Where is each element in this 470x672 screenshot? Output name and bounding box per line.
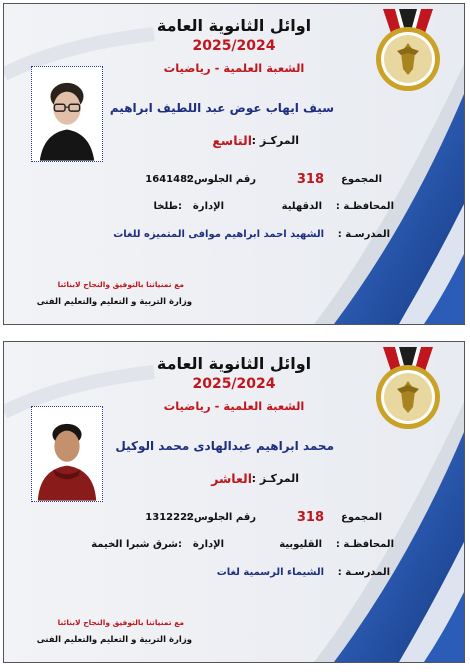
egypt-eagle-emblem-icon: [369, 347, 447, 435]
governorate-value: الدقهلية: [281, 201, 322, 212]
ministry-text: وزارة التربية و التعليم والتعليم الفنى: [36, 297, 192, 307]
branch-label: الشعبة العلمية - رياضيات: [163, 399, 305, 413]
seat-number-label: رقم الجلوس :: [186, 174, 256, 185]
card-title: اوائل الثانوية العامة: [156, 354, 312, 373]
total-label: المجموع: [341, 174, 382, 185]
wish-text: مع تمنياتنا بالتوفيق والنجاح لابنائنا: [57, 280, 184, 289]
rank-label: المركـز :: [251, 472, 299, 485]
total-value: 318: [296, 510, 324, 525]
egypt-eagle-emblem-icon: [369, 9, 447, 97]
seat-number-value: 1312222: [145, 512, 194, 523]
student-photo: [31, 406, 103, 502]
academic-year: 2025/2024: [192, 376, 276, 392]
student-name: محمد ابراهيم عبدالهادى محمد الوكيل: [115, 439, 334, 453]
student-name: سيف ايهاب عوض عبد اللطيف ابراهيم: [109, 101, 334, 115]
rank-label: المركـز :: [251, 134, 299, 147]
certificate-card: [3, 3, 465, 325]
wish-text: مع تمنياتنا بالتوفيق والنجاح لابنائنا: [57, 618, 184, 627]
student-photo: [31, 66, 103, 162]
seat-number-value: 1641482: [145, 174, 194, 185]
administration-label: الإدارة: [192, 539, 224, 550]
governorate-label: المحافظـة :: [335, 539, 394, 550]
governorate-label: المحافظـة :: [335, 201, 394, 212]
school-value: الشهيد احمد ابراهيم موافى المتميزه للغات: [113, 229, 324, 240]
seat-number-label: رقم الجلوس :: [186, 512, 256, 523]
school-label: المدرسـة :: [337, 567, 390, 578]
card-title: اوائل الثانوية العامة: [156, 16, 312, 35]
total-label: المجموع: [341, 512, 382, 523]
branch-label: الشعبة العلمية - رياضيات: [163, 61, 305, 75]
rank-value: التاسع: [212, 133, 252, 148]
administration-value: :طلخا: [153, 201, 182, 212]
ministry-text: وزارة التربية و التعليم والتعليم الفنى: [36, 635, 192, 645]
academic-year: 2025/2024: [192, 38, 276, 54]
administration-value: :شرق شبرا الخيمة: [91, 539, 182, 550]
governorate-value: القليوبية: [279, 539, 322, 550]
school-label: المدرسـة :: [337, 229, 390, 240]
administration-label: الإدارة: [192, 201, 224, 212]
rank-value: العاشر: [211, 471, 252, 486]
total-value: 318: [296, 172, 324, 187]
certificate-card: [3, 341, 465, 663]
school-value: الشيماء الرسمية لغات: [216, 567, 324, 578]
